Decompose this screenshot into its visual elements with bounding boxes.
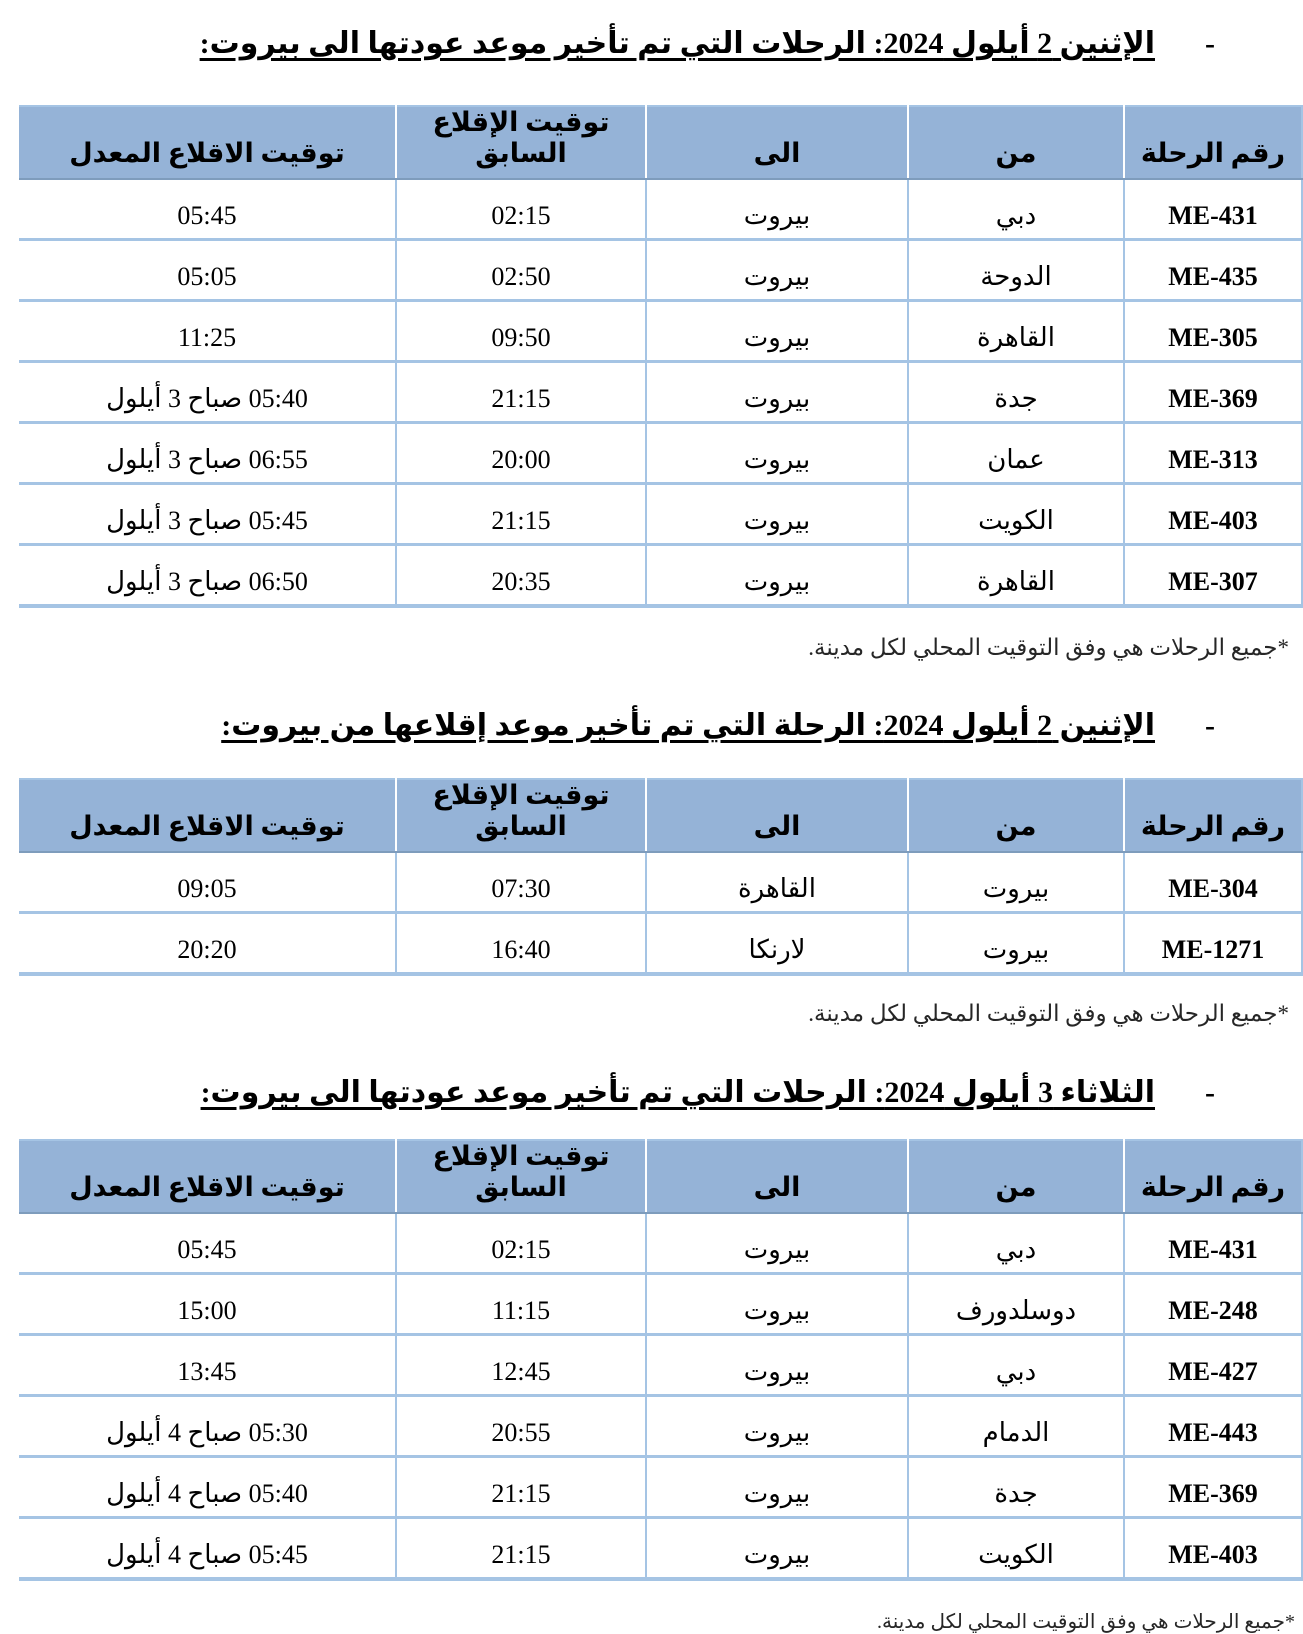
section-heading-text: الإثنين 2 أيلول 2024: الرحلة التي تم تأخير موعد إقلاعها من بيروت: (221, 708, 1155, 742)
destination-cell: بيروت (646, 1213, 908, 1274)
table-row (19, 361, 1302, 422)
revised-time-cell: 05:45 صباح 3 أيلول (19, 483, 396, 544)
section-heading-text: الثلاثاء 3 أيلول 2024: الرحلات التي تم تأخير موعد عودتها الى بيروت: (200, 1076, 1155, 1109)
local-time-note: *جميع الرحلات هي وفق التوقيت المحلي لكل مدينة. (876, 1610, 1295, 1633)
previous-time-cell: 20:35 (396, 544, 646, 606)
flight-number-cell: ME-304 (1124, 852, 1302, 913)
section-heading (0, 707, 1303, 745)
origin-cell: الدوحة (908, 239, 1124, 300)
destination-cell: بيروت (646, 1456, 908, 1517)
flight-number-cell: ME-427 (1124, 1334, 1302, 1395)
revised-time-cell: 20:20 (19, 913, 396, 975)
list-dash-marker: - (1205, 708, 1215, 742)
table-header-row (19, 779, 1302, 852)
column-header: من (908, 106, 1124, 179)
origin-cell: الدمام (908, 1395, 1124, 1456)
column-header: الى (646, 1140, 908, 1213)
flight-number-cell: ME-431 (1124, 1213, 1302, 1274)
flight-number-cell: ME-307 (1124, 544, 1302, 606)
revised-time-cell: 13:45 (19, 1334, 396, 1395)
destination-cell: بيروت (646, 1273, 908, 1334)
column-header: توقيت الإقلاع السابق (396, 779, 646, 852)
table-row (19, 1273, 1302, 1334)
section-monday-2-sep-arrivals (0, 25, 1303, 661)
origin-cell: بيروت (908, 852, 1124, 913)
column-header: توقيت الاقلاع المعدل (19, 1140, 396, 1213)
table-row (19, 483, 1302, 544)
table-row (19, 1334, 1302, 1395)
previous-time-cell: 21:15 (396, 361, 646, 422)
flight-number-cell: ME-369 (1124, 1456, 1302, 1517)
previous-time-cell: 02:15 (396, 1213, 646, 1274)
section-monday-2-sep-departure (0, 707, 1303, 1028)
table-body (19, 179, 1302, 606)
revised-time-cell: 05:05 (19, 239, 396, 300)
revised-time-cell: 05:45 (19, 1213, 396, 1274)
flight-number-cell: ME-248 (1124, 1273, 1302, 1334)
destination-cell: بيروت (646, 1395, 908, 1456)
column-header: توقيت الاقلاع المعدل (19, 779, 396, 852)
origin-cell: دبي (908, 1213, 1124, 1274)
destination-cell: بيروت (646, 239, 908, 300)
destination-cell: بيروت (646, 361, 908, 422)
origin-cell: الكويت (908, 1517, 1124, 1579)
table-header-row (19, 1140, 1302, 1213)
revised-time-cell: 05:40 صباح 3 أيلول (19, 361, 396, 422)
revised-time-cell: 06:55 صباح 3 أيلول (19, 422, 396, 483)
destination-cell: لارنكا (646, 913, 908, 975)
origin-cell: جدة (908, 361, 1124, 422)
previous-time-cell: 20:00 (396, 422, 646, 483)
flight-number-cell: ME-313 (1124, 422, 1302, 483)
header-row (19, 1140, 1302, 1213)
header-row (19, 779, 1302, 852)
previous-time-cell: 21:15 (396, 1517, 646, 1579)
column-header: توقيت الإقلاع السابق (396, 106, 646, 179)
section-heading-text: الإثنين 2 أيلول 2024: الرحلات التي تم تأخير موعد عودتها الى بيروت: (199, 27, 1155, 60)
origin-cell: القاهرة (908, 544, 1124, 606)
origin-cell: بيروت (908, 913, 1124, 975)
column-header: من (908, 779, 1124, 852)
column-header: من (908, 1140, 1124, 1213)
revised-time-cell: 11:25 (19, 300, 396, 361)
previous-time-cell: 07:30 (396, 852, 646, 913)
revised-time-cell: 15:00 (19, 1273, 396, 1334)
list-dash-marker: - (1205, 27, 1215, 60)
destination-cell: القاهرة (646, 852, 908, 913)
origin-cell: القاهرة (908, 300, 1124, 361)
table-row (19, 1213, 1302, 1274)
previous-time-cell: 20:55 (396, 1395, 646, 1456)
origin-cell: دبي (908, 1334, 1124, 1395)
previous-time-cell: 16:40 (396, 913, 646, 975)
column-header: رقم الرحلة (1124, 106, 1302, 179)
table-row (19, 422, 1302, 483)
destination-cell: بيروت (646, 179, 908, 240)
origin-cell: دبي (908, 179, 1124, 240)
table-header-row (19, 106, 1302, 179)
revised-time-cell: 05:30 صباح 4 أيلول (19, 1395, 396, 1456)
column-header: توقيت الاقلاع المعدل (19, 106, 396, 179)
flights-table-tuesday-arrivals (19, 1139, 1303, 1581)
flight-number-cell: ME-305 (1124, 300, 1302, 361)
flight-number-cell: ME-1271 (1124, 913, 1302, 975)
flights-table-monday-departure (19, 778, 1303, 976)
flight-number-cell: ME-435 (1124, 239, 1302, 300)
destination-cell: بيروت (646, 483, 908, 544)
table-row (19, 544, 1302, 606)
destination-cell: بيروت (646, 300, 908, 361)
origin-cell: دوسلدورف (908, 1273, 1124, 1334)
previous-time-cell: 09:50 (396, 300, 646, 361)
table-row (19, 1395, 1302, 1456)
origin-cell: جدة (908, 1456, 1124, 1517)
table-row (19, 1456, 1302, 1517)
table-body (19, 1213, 1302, 1579)
destination-cell: بيروت (646, 1334, 908, 1395)
list-dash-marker: - (1205, 1076, 1215, 1109)
table-row (19, 239, 1302, 300)
header-row (19, 106, 1302, 179)
destination-cell: بيروت (646, 1517, 908, 1579)
table-row (19, 300, 1302, 361)
column-header: رقم الرحلة (1124, 779, 1302, 852)
column-header: توقيت الإقلاع السابق (396, 1140, 646, 1213)
previous-time-cell: 02:50 (396, 239, 646, 300)
section-heading (0, 1074, 1303, 1112)
section-heading (0, 25, 1303, 63)
revised-time-cell: 05:45 صباح 4 أيلول (19, 1517, 396, 1579)
flight-number-cell: ME-403 (1124, 483, 1302, 544)
destination-cell: بيروت (646, 544, 908, 606)
previous-time-cell: 21:15 (396, 483, 646, 544)
local-time-note: *جميع الرحلات هي وفق التوقيت المحلي لكل مدينة. (808, 634, 1289, 660)
revised-time-cell: 05:45 (19, 179, 396, 240)
revised-time-cell: 09:05 (19, 852, 396, 913)
previous-time-cell: 21:15 (396, 1456, 646, 1517)
flight-number-cell: ME-443 (1124, 1395, 1302, 1456)
local-time-note: *جميع الرحلات هي وفق التوقيت المحلي لكل مدينة. (808, 1001, 1289, 1026)
revised-time-cell: 06:50 صباح 3 أيلول (19, 544, 396, 606)
previous-time-cell: 12:45 (396, 1334, 646, 1395)
table-row (19, 913, 1302, 975)
column-header: رقم الرحلة (1124, 1140, 1302, 1213)
flights-table-monday-arrivals (19, 105, 1303, 608)
column-header: الى (646, 106, 908, 179)
previous-time-cell: 11:15 (396, 1273, 646, 1334)
origin-cell: الكويت (908, 483, 1124, 544)
destination-cell: بيروت (646, 422, 908, 483)
flight-number-cell: ME-369 (1124, 361, 1302, 422)
table-row (19, 179, 1302, 240)
flight-number-cell: ME-403 (1124, 1517, 1302, 1579)
section-tuesday-3-sep-arrivals (0, 1074, 1303, 1634)
revised-time-cell: 05:40 صباح 4 أيلول (19, 1456, 396, 1517)
column-header: الى (646, 779, 908, 852)
table-row (19, 852, 1302, 913)
flight-number-cell: ME-431 (1124, 179, 1302, 240)
previous-time-cell: 02:15 (396, 179, 646, 240)
table-row (19, 1517, 1302, 1579)
origin-cell: عمان (908, 422, 1124, 483)
table-body (19, 852, 1302, 974)
